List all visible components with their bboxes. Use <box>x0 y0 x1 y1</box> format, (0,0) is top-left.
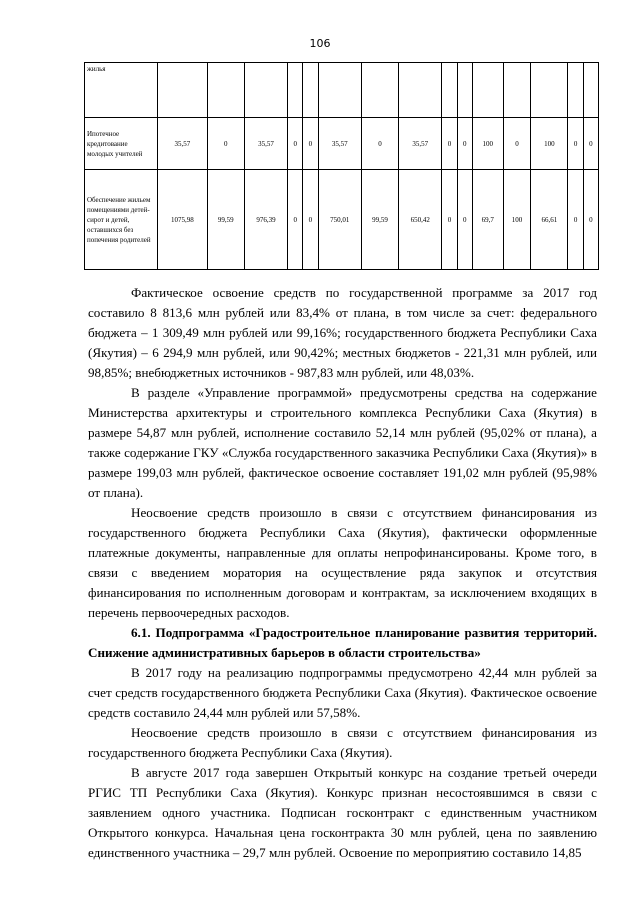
table-cell: 0 <box>503 118 531 170</box>
table-cell: 0 <box>303 118 318 170</box>
table-cell: 976,39 <box>244 170 287 270</box>
table-cell: 0 <box>457 170 472 270</box>
table-cell: 99,59 <box>207 170 244 270</box>
table-cell: 1075,98 <box>158 170 208 270</box>
body-text <box>88 283 597 863</box>
table-cell <box>568 63 583 118</box>
table-cell: 650,42 <box>399 170 442 270</box>
paragraph: Неосвоение средств произошло в связи с отсутствием финансирования из государственного бюджета Республики Саха (Якутия). <box>88 725 597 760</box>
page-number: 106 <box>309 37 331 50</box>
paragraph: В августе 2017 года завершен Открытый конкурс на создание третьей очереди РГИС ТП Республики Саха (Якутия). Конкурс признан несостоявшимся в связи с заявлением одного участника. Подписан госконтракт с единственным участником Открытого конкурса. Начальная цена госконтракта 30 млн рублей, цена по заявлению единственного участника – 29,7 млн рублей. Освоение по мероприятию составило 14,85 <box>88 765 597 860</box>
table-cell: 0 <box>583 118 598 170</box>
table-cell <box>531 63 568 118</box>
row-label: жилья <box>85 63 158 118</box>
table-row <box>85 118 599 170</box>
table-cell: 69,7 <box>472 170 503 270</box>
table-cell: 750,01 <box>318 170 361 270</box>
table-cell <box>472 63 503 118</box>
table-cell <box>318 63 361 118</box>
table-cell: 0 <box>583 170 598 270</box>
table-row <box>85 63 599 118</box>
table-cell: 100 <box>503 170 531 270</box>
row-label: Обеспечение жильем помещениями детей-сирот и детей, оставшихся без попечения родителей <box>85 170 158 270</box>
section-heading: 6.1. Подпрограмма «Градостроительное планирование развития территорий. Снижение административных барьеров в области строительства» <box>88 625 597 660</box>
table-cell: 35,57 <box>158 118 208 170</box>
budget-table <box>84 62 599 270</box>
table-cell <box>583 63 598 118</box>
table-cell: 66,61 <box>531 170 568 270</box>
row-label: Ипотечное кредитование молодых учителей <box>85 118 158 170</box>
table-cell: 0 <box>288 118 303 170</box>
table-cell: 0 <box>442 118 457 170</box>
table-cell <box>158 63 208 118</box>
table-cell: 35,57 <box>318 118 361 170</box>
table-cell <box>244 63 287 118</box>
paragraph: Фактическое освоение средств по государственной программе за 2017 год составило 8 813,6 млн рублей или 83,4% от плана, в том числе за счет: федерального бюджета – 1 309,49 млн рублей или 99,16%; государственного бюджета Республики Саха (Якутия) – 6 294,9 млн рублей, или 90,42%; местных бюджетов - 221,31 млн рублей, или 98,85%; внебюджетных источников - 987,83 млн рублей, или 48,03%. <box>88 285 597 380</box>
table-cell: 0 <box>303 170 318 270</box>
table-cell <box>303 63 318 118</box>
table-cell: 35,57 <box>399 118 442 170</box>
table-cell: 0 <box>457 118 472 170</box>
table-cell <box>503 63 531 118</box>
table-cell: 0 <box>288 170 303 270</box>
table-cell: 0 <box>442 170 457 270</box>
table-cell: 99,59 <box>361 170 398 270</box>
table-cell: 0 <box>568 118 583 170</box>
table-cell: 100 <box>531 118 568 170</box>
table-cell <box>288 63 303 118</box>
table-cell <box>457 63 472 118</box>
table-cell <box>361 63 398 118</box>
table-cell <box>442 63 457 118</box>
table-cell: 0 <box>361 118 398 170</box>
table-cell: 35,57 <box>244 118 287 170</box>
table-cell: 0 <box>568 170 583 270</box>
paragraph: В разделе «Управление программой» предусмотрены средства на содержание Министерства архитектуры и строительного комплекса Республики Саха (Якутия) в размере 54,87 млн рублей, исполнение составило 52,14 млн рублей (95,02% от плана), а также содержание ГКУ «Служба государственного заказчика Республики Саха (Якутия)» в размере 199,03 млн рублей, фактическое освоение составляет 191,02 млн рублей (95,98% от плана). <box>88 385 597 500</box>
table-cell <box>207 63 244 118</box>
table-cell: 0 <box>207 118 244 170</box>
paragraph: Неосвоение средств произошло в связи с отсутствием финансирования из государственного бюджета Республики Саха (Якутия), фактически оформленные платежные документы, направленные для оплаты непрофинансированы. Кроме того, в связи с введением моратория на осуществление ряда закупок и отсутствия финансирования по исполненным договорам и контрактам, за исключением входящих в перечень первоочередных расходов. <box>88 505 597 620</box>
table-cell <box>399 63 442 118</box>
table-cell: 100 <box>472 118 503 170</box>
table-row <box>85 170 599 270</box>
paragraph: В 2017 году на реализацию подпрограммы предусмотрено 42,44 млн рублей за счет средств государственного бюджета Республики Саха (Якутия). Фактическое освоение средств составило 24,44 млн рублей или 57,58%. <box>88 665 597 720</box>
